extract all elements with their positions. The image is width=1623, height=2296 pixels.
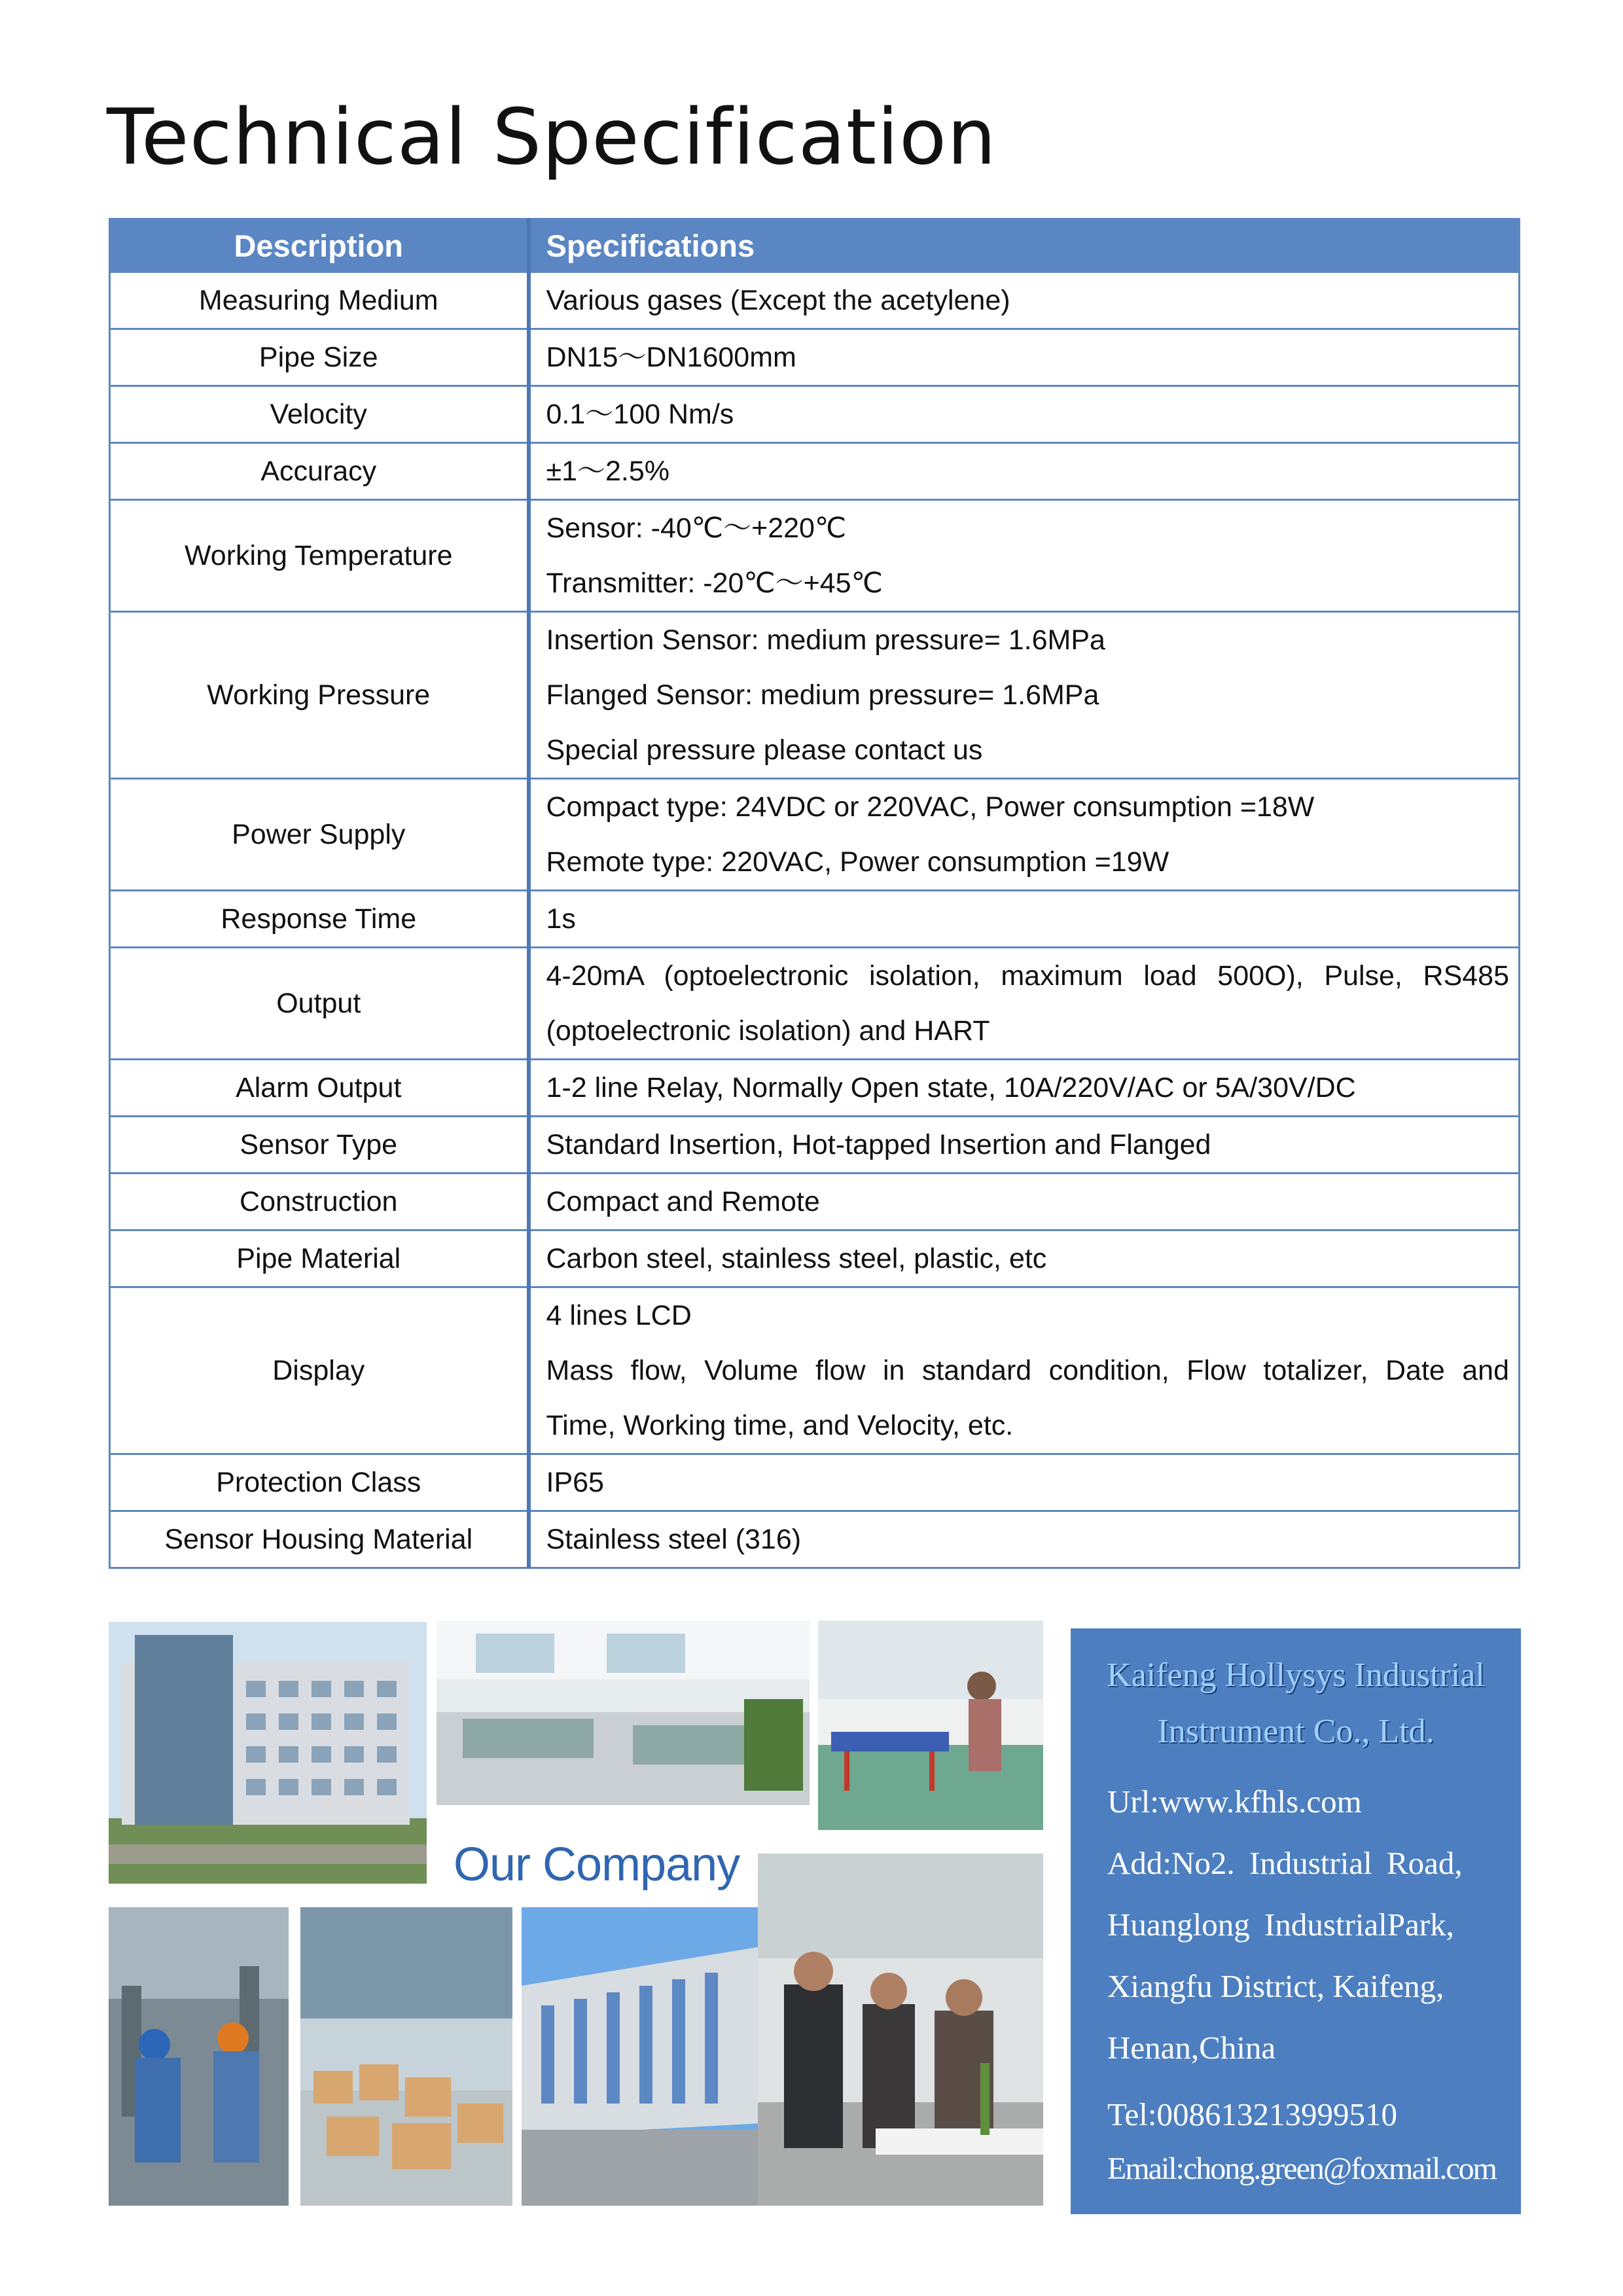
page-title: Technical Specification <box>107 92 997 182</box>
company-name-line2: Instrument Co., Ltd. <box>1157 1713 1435 1750</box>
spec-line: Compact and Remote <box>546 1186 820 1217</box>
company-address-line3: Xiangfu District, Kaifeng, <box>1107 1968 1444 2004</box>
warehouse-photo <box>300 1907 512 2206</box>
company-url[interactable]: Url:www.kfhls.com <box>1107 1784 1362 1820</box>
table-row <box>110 1060 1520 1117</box>
table-row <box>110 1287 1520 1454</box>
spec-line: IP65 <box>546 1467 604 1498</box>
company-address-line1: Add:No2. Industrial Road, <box>1107 1845 1463 1881</box>
table-header-row <box>110 219 1520 272</box>
company-info-panel <box>1071 1628 1521 2214</box>
table-row <box>110 891 1520 948</box>
table-row <box>110 1230 1520 1287</box>
row-description: Pipe Size <box>110 329 529 386</box>
row-specification <box>529 1511 1520 1568</box>
office-photo <box>437 1621 810 1805</box>
table-row <box>110 272 1520 329</box>
row-description: Protection Class <box>110 1454 529 1511</box>
company-address-line4: Henan,China <box>1107 2030 1276 2066</box>
row-specification <box>529 1230 1520 1287</box>
meeting-photo <box>758 1854 1043 2206</box>
spec-line: Mass flow, Volume flow in standard condition, Flow totalizer, Date and <box>546 1355 1509 1386</box>
row-specification <box>529 329 1520 386</box>
table-row <box>110 1454 1520 1511</box>
table-row <box>110 948 1520 1060</box>
spec-line: Flanged Sensor: medium pressure= 1.6MPa <box>546 679 1099 711</box>
table-row <box>110 1174 1520 1230</box>
factory-workers-photo <box>109 1907 289 2206</box>
spec-line: Insertion Sensor: medium pressure= 1.6MPa <box>546 624 1105 656</box>
recreation-photo <box>818 1621 1043 1830</box>
row-specification <box>529 779 1520 891</box>
table-row <box>110 1511 1520 1568</box>
table-row <box>110 443 1520 500</box>
row-specification <box>529 1287 1520 1454</box>
company-tel: Tel:008613213999510 <box>1107 2096 1397 2132</box>
row-description: Sensor Type <box>110 1117 529 1174</box>
row-specification <box>529 1117 1520 1174</box>
row-description: Power Supply <box>110 779 529 891</box>
row-specification <box>529 891 1520 948</box>
spec-line: Various gases (Except the acetylene) <box>546 285 1010 316</box>
table-row <box>110 612 1520 779</box>
row-description: Working Pressure <box>110 612 529 779</box>
header-specifications: Specifications <box>529 219 1520 272</box>
table-row <box>110 500 1520 612</box>
row-specification <box>529 1454 1520 1511</box>
company-name-line1: Kaifeng Hollysys Industrial <box>1107 1657 1485 1694</box>
spec-line: Remote type: 220VAC, Power consumption =19W <box>546 846 1169 878</box>
table-row <box>110 329 1520 386</box>
row-specification <box>529 500 1520 612</box>
company-email[interactable]: Email:chong.green@foxmail.com <box>1107 2151 1497 2186</box>
spec-line: 1-2 line Relay, Normally Open state, 10A/220V/AC or 5A/30V/DC <box>546 1072 1356 1103</box>
building-photo <box>109 1622 427 1884</box>
spec-line: Sensor: -40℃～+220℃ <box>546 512 847 544</box>
row-specification <box>529 948 1520 1060</box>
spec-line: 4-20mA (optoelectronic isolation, maximum load 500O), Pulse, RS485 <box>546 960 1509 992</box>
company-address-line2: Huanglong IndustrialPark, <box>1107 1907 1454 1943</box>
spec-line: (optoelectronic isolation) and HART <box>546 1015 990 1047</box>
row-description: Construction <box>110 1174 529 1230</box>
row-specification <box>529 386 1520 443</box>
row-description: Measuring Medium <box>110 272 529 329</box>
row-description: Pipe Material <box>110 1230 529 1287</box>
row-description: Response Time <box>110 891 529 948</box>
row-specification <box>529 443 1520 500</box>
spec-line: Transmitter: -20℃～+45℃ <box>546 567 883 599</box>
table-row <box>110 386 1520 443</box>
spec-line: Stainless steel (316) <box>546 1524 802 1555</box>
our-company-caption: Our Company <box>454 1839 740 1891</box>
spec-line: Standard Insertion, Hot-tapped Insertion and Flanged <box>546 1129 1211 1160</box>
spec-table-body <box>110 272 1520 1568</box>
row-description: Accuracy <box>110 443 529 500</box>
table-row <box>110 779 1520 891</box>
row-specification <box>529 272 1520 329</box>
spec-line: 4 lines LCD <box>546 1300 692 1331</box>
row-description: Display <box>110 1287 529 1454</box>
spec-line: DN15～DN1600mm <box>546 342 796 373</box>
row-description: Velocity <box>110 386 529 443</box>
factory-building-photo <box>522 1907 762 2206</box>
row-specification <box>529 1174 1520 1230</box>
spec-line: Carbon steel, stainless steel, plastic, etc <box>546 1243 1047 1274</box>
row-description: Sensor Housing Material <box>110 1511 529 1568</box>
header-description: Description <box>110 219 529 272</box>
spec-line: 0.1～100 Nm/s <box>546 399 734 430</box>
spec-table <box>109 218 1520 1569</box>
row-specification <box>529 1060 1520 1117</box>
row-description: Working Temperature <box>110 500 529 612</box>
spec-line: 1s <box>546 903 576 935</box>
row-description: Output <box>110 948 529 1060</box>
row-description: Alarm Output <box>110 1060 529 1117</box>
spec-line: Compact type: 24VDC or 220VAC, Power consumption =18W <box>546 791 1315 823</box>
row-specification <box>529 612 1520 779</box>
table-row <box>110 1117 1520 1174</box>
spec-line: Time, Working time, and Velocity, etc. <box>546 1410 1014 1441</box>
spec-line: Special pressure please contact us <box>546 734 983 766</box>
spec-line: ±1～2.5% <box>546 456 670 487</box>
